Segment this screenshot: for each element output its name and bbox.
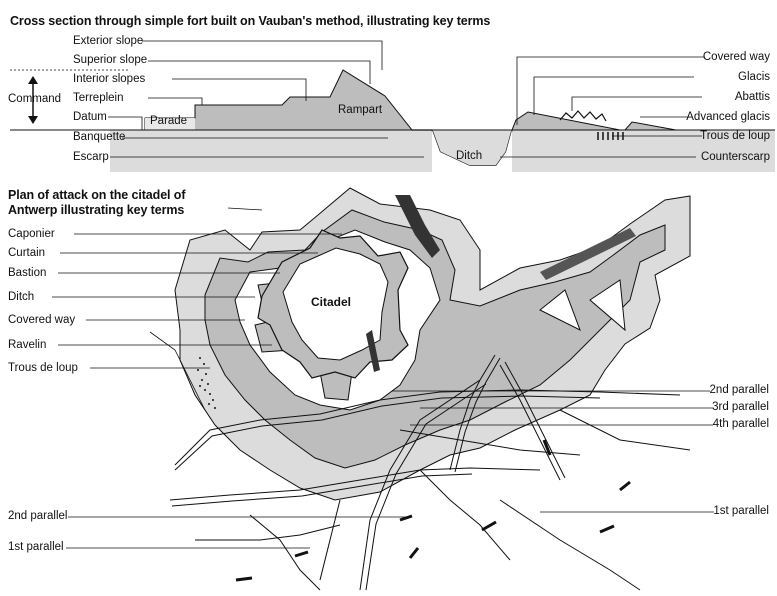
label-1st-parallel-left: 1st parallel [8, 541, 64, 553]
label-2nd-parallel-left: 2nd parallel [8, 510, 68, 522]
label-banquette: Banquette [73, 131, 126, 143]
label-2nd-parallel-right: 2nd parallel [709, 384, 769, 396]
label-counterscarp: Counterscarp [700, 151, 770, 163]
advanced-glacis-profile [625, 122, 676, 130]
label-curtain: Curtain [8, 247, 46, 259]
label-glacis: Glacis [738, 71, 770, 83]
plan-drawing [52, 188, 714, 590]
label-3rd-parallel: 3rd parallel [712, 401, 769, 413]
label-ditch: Ditch [456, 150, 483, 162]
label-rampart: Rampart [338, 104, 383, 116]
label-trous-de-loup-plan: Trous de loup [8, 362, 78, 374]
label-datum: Datum [73, 111, 107, 123]
label-interior-slopes: Interior slopes [73, 73, 146, 85]
label-escarp: Escarp [73, 151, 109, 163]
label-ditch-plan: Ditch [8, 291, 35, 303]
label-1st-parallel-right: 1st parallel [713, 505, 769, 517]
label-parade: Parade [150, 115, 188, 127]
label-covered-way: Covered way [702, 51, 770, 63]
glacis-profile [512, 112, 620, 130]
label-abattis: Abattis [734, 91, 770, 103]
label-trous-de-loup: Trous de loup [700, 130, 770, 142]
label-citadel: Citadel [311, 295, 352, 309]
label-4th-parallel: 4th parallel [712, 418, 769, 430]
plan-title-line2: Antwerp illustrating key terms [8, 203, 185, 217]
cross-section-title: Cross section through simple fort built on Vauban's method, illustrating key terms [10, 14, 491, 28]
plan-title-line1: Plan of attack on the citadel of [8, 188, 186, 202]
label-advanced-glacis: Advanced glacis [686, 111, 770, 123]
label-terreplein: Terreplein [73, 92, 124, 104]
label-command: Command [8, 93, 62, 105]
label-bastion: Bastion [8, 267, 47, 279]
label-exterior-slope: Exterior slope [73, 35, 144, 47]
label-covered-way-plan: Covered way [8, 314, 76, 326]
label-ravelin: Ravelin [8, 339, 47, 351]
label-superior-slope: Superior slope [73, 54, 148, 66]
label-caponier: Caponier [8, 228, 55, 240]
